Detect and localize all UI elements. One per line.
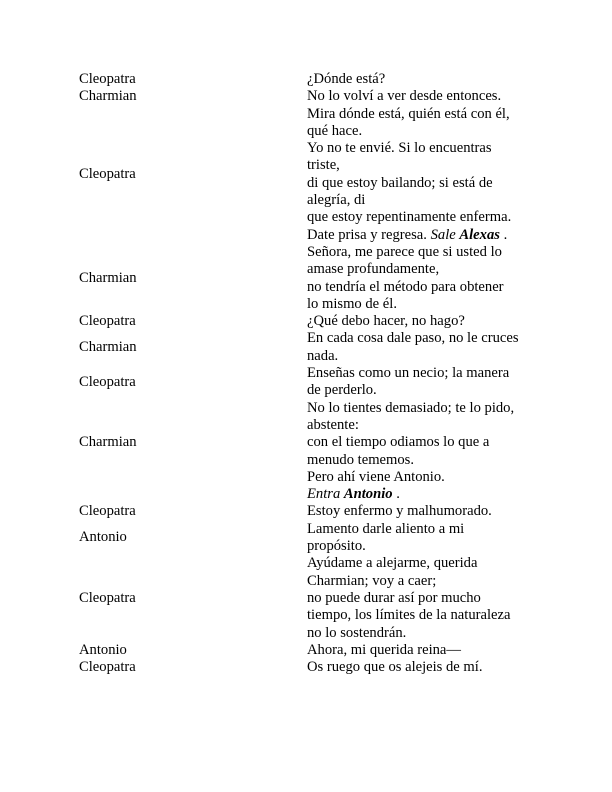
stage-direction-verb: Entra bbox=[307, 486, 341, 503]
speech-line: Pero ahí viene Antonio. bbox=[307, 468, 445, 485]
speech-line: En cada cosa dale paso, no le cruces bbox=[307, 330, 519, 347]
speech-line: alegría, di bbox=[307, 192, 366, 209]
speech-line: con el tiempo odiamos lo que a bbox=[307, 434, 490, 451]
speaker-name bbox=[79, 486, 307, 503]
speech-text bbox=[307, 88, 539, 105]
speech-line: qué hace. bbox=[307, 122, 363, 139]
stage-direction-verb: Sale bbox=[430, 226, 456, 243]
speech-line: No lo tientes demasiado; te lo pido, bbox=[307, 399, 515, 416]
speech-line: Date prisa y regresa. bbox=[307, 226, 427, 243]
dialogue-row bbox=[79, 71, 539, 88]
dialogue-row bbox=[79, 313, 539, 330]
speech-text bbox=[307, 71, 539, 88]
speaker-name: Cleopatra bbox=[79, 373, 136, 390]
speaker-name: Antonio bbox=[79, 641, 127, 658]
speech-line: Estoy enfermo y malhumorado. bbox=[307, 503, 492, 520]
speech-text bbox=[307, 400, 539, 486]
speaker-name: Charmian bbox=[79, 339, 137, 356]
dialogue-row bbox=[79, 365, 539, 400]
script-table bbox=[79, 71, 539, 676]
speaker-name: Cleopatra bbox=[79, 71, 136, 87]
speech-line-with-stage-direction bbox=[307, 227, 539, 244]
dialogue-row bbox=[79, 88, 539, 105]
dialogue-row bbox=[79, 555, 539, 641]
dialogue-row bbox=[79, 642, 539, 659]
dialogue-row bbox=[79, 106, 539, 244]
speech-text bbox=[307, 244, 539, 313]
speech-text bbox=[307, 313, 539, 330]
dialogue-row bbox=[79, 503, 539, 520]
dialogue-row bbox=[79, 330, 539, 365]
speaker-name: Charmian bbox=[79, 269, 137, 286]
speech-line: lo mismo de él. bbox=[307, 295, 397, 312]
speech-line: propósito. bbox=[307, 538, 366, 555]
speech-line: Os ruego que os alejeis de mí. bbox=[307, 659, 483, 676]
speech-line: di que estoy bailando; si está de bbox=[307, 174, 493, 191]
speech-line: Mira dónde está, quién está con él, bbox=[307, 105, 510, 122]
speaker-name: Cleopatra bbox=[79, 589, 136, 606]
speaker-name: Charmian bbox=[79, 88, 137, 105]
speech-line: tiempo, los límites de la naturaleza bbox=[307, 607, 511, 624]
dialogue-row bbox=[79, 400, 539, 486]
speaker-name: Cleopatra bbox=[79, 166, 136, 183]
dialogue-row bbox=[79, 244, 539, 313]
speech-line: no lo sostendrán. bbox=[307, 624, 407, 641]
stage-direction bbox=[307, 486, 539, 503]
speech-line: Yo no te envié. Si lo encuentras bbox=[307, 140, 492, 157]
speech-line: de perderlo. bbox=[307, 382, 377, 399]
speech-text bbox=[307, 555, 539, 641]
speaker-name: Antonio bbox=[79, 529, 127, 546]
speech-line: Lamento darle aliento a mi bbox=[307, 520, 465, 537]
speech-line: amase profundamente, bbox=[307, 261, 440, 278]
stage-direction-character: Antonio bbox=[343, 486, 393, 503]
dialogue-row bbox=[79, 659, 539, 676]
speech-line: No lo volví a ver desde entonces. bbox=[307, 88, 502, 105]
speech-line: nada. bbox=[307, 347, 339, 364]
dialogue-row bbox=[79, 521, 539, 556]
speaker-name: Cleopatra bbox=[79, 313, 136, 330]
speech-text bbox=[307, 659, 539, 676]
speech-line: menudo tememos. bbox=[307, 451, 415, 468]
speaker-name: Cleopatra bbox=[79, 503, 136, 520]
speech-text bbox=[307, 503, 539, 520]
speech-line: ¿Dónde está? bbox=[307, 71, 386, 87]
stage-direction-line bbox=[307, 486, 539, 503]
speech-line: Charmian; voy a caer; bbox=[307, 572, 437, 589]
speech-line: ¿Qué debo hacer, no hago? bbox=[307, 313, 465, 330]
speech-line: no puede durar así por mucho bbox=[307, 589, 481, 606]
speech-line: abstente: bbox=[307, 416, 359, 433]
speech-line: Ahora, mi querida reina— bbox=[307, 641, 461, 658]
speech-line: Ayúdame a alejarme, querida bbox=[307, 555, 478, 572]
speech-text bbox=[307, 521, 539, 556]
speech-text bbox=[307, 642, 539, 659]
stage-direction-row bbox=[79, 486, 539, 503]
stage-direction-period: . bbox=[396, 486, 400, 503]
speaker-name: Charmian bbox=[79, 434, 137, 451]
speech-line: Enseñas como un necio; la manera bbox=[307, 365, 510, 382]
speech-line: no tendría el método para obtener bbox=[307, 278, 504, 295]
speaker-name: Cleopatra bbox=[79, 659, 136, 676]
speech-text bbox=[307, 330, 539, 365]
stage-direction-character: Alexas bbox=[459, 226, 500, 243]
speech-text bbox=[307, 106, 539, 244]
stage-direction-period: . bbox=[503, 226, 508, 243]
speech-line: Señora, me parece que si usted lo bbox=[307, 243, 502, 260]
speech-text bbox=[307, 365, 539, 400]
speech-line: triste, bbox=[307, 157, 340, 174]
speech-line: que estoy repentinamente enferma. bbox=[307, 209, 512, 226]
